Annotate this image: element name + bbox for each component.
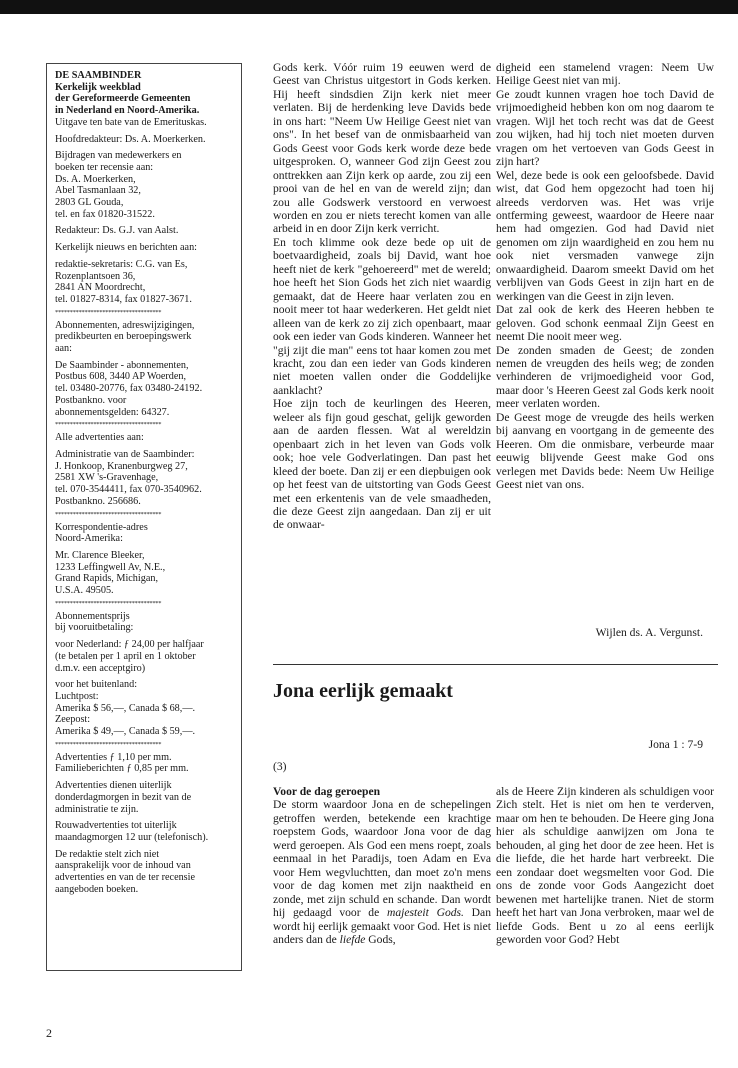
price-netherlands: voor Nederland: ƒ 24,00 per halfjaar (te betalen per 1 april en 1 oktober d.m.v. een acceptgiro) — [55, 639, 204, 674]
correspondence-label: Korrespondentie-adres Noord-Amerika: — [55, 521, 148, 545]
paragraph: Ge zoudt kunnen vragen hoe toch David de vrijmoedigheid hebben kon om nog daarom te vragen. Wijl het toch recht was dat de Geest zou wijken, had hij toch niet moeten durven vragen om het vertoeven van Gods Geest in zijn hart? — [496, 87, 714, 169]
ad-deadline: Advertenties dienen uiterlijk donderdagmorgen in bezit van de administratie te zijn. — [55, 780, 192, 815]
disclaimer: De redaktie stelt zich niet aansprakelijk voor de inhoud van advertenties en van de ter recensie aangeboden boeken. — [55, 848, 196, 895]
section-heading: Voor de dag geroepen — [273, 785, 381, 798]
article2-column-2 — [496, 785, 714, 1035]
price-abroad: voor het buitenland: Luchtpost: Amerika $ 56,—, Canada $ 68,—. Zeepost: Amerika $ 49,—, Canada $ 59,—. — [55, 679, 196, 738]
star-separator: ************************************ — [55, 740, 162, 748]
article1-column-2 — [496, 61, 714, 653]
article-divider — [273, 664, 718, 665]
text-run: Gods, — [365, 932, 396, 946]
part-number: (3) — [273, 760, 287, 773]
page-number: 2 — [46, 1026, 52, 1040]
subscriptions-label: Abonnementen, adreswijzigingen, predikbeurten en beroepingswerk aan: — [55, 319, 195, 355]
text-run: Dan wordt hij eerlijk gemaakt voor God. Het is niet anders dan de — [273, 906, 491, 946]
top-border-rule — [0, 0, 738, 14]
publication-subtitle-1: Kerkelijk weekblad — [55, 81, 141, 93]
subscriptions-address: De Saambinder - abonnementen, Postbus 608, 3440 AP Woerden, tel. 03480-20776, fax 03480-24192. Postbankno. voor abonnementsgelden: 64327. — [55, 359, 203, 418]
star-separator: ************************************ — [55, 510, 162, 518]
chief-editor: Hoofdredakteur: Ds. A. Moerkerken. — [55, 133, 206, 145]
article2-column-1 — [273, 785, 491, 1035]
text-run: De storm waardoor Jona en de schepelingen getroffen werden, betekende een krachtige roepstem Gods, waardoor Jona voor de dag werd geroepen. Als God een mens roept, zoals eenmaal in het Paradijs, toen Adam en Eva voor Hem wegvluchtten, dan moet zo'n mens voor de dag komen met zijn naaktheid en zonde, met zijn schuld en schande. Dan wordt hij gedaagd voor de — [273, 798, 491, 920]
publication-subtitle-2: der Gereformeerde Gemeenten — [55, 93, 191, 105]
ads-label: Alle advertenties aan: — [55, 432, 144, 444]
emphasis: liefde — [339, 932, 366, 946]
paragraph: digheid een stamelend vragen: Neem Uw Heilige Geest niet van mij. — [496, 61, 714, 88]
north-america-address: Mr. Clarence Bleeker, 1233 Leffingwell Av, N.E., Grand Rapids, Michigan, U.S.A. 49505. — [55, 549, 166, 597]
emphasis: majesteit Gods. — [386, 906, 464, 920]
paragraph: De zonden smaden de Geest; de zonden nemen de vreugden des heils weg; de zonden verhinderen de vrijmoedigheid voor God, maar door 's Heeren Geest zal Gods kerk nooit meer verlaten worden. — [496, 343, 714, 411]
star-separator: ************************************ — [55, 421, 162, 429]
paragraph: Wel, deze bede is ook een geloofsbede. David wist, dat God hem opgezocht had toen hij alreeds verdorven was. Het was vrije ontferming geweest, waardoor de Heere naar hem had omgezien. God had David niet genomen om zijn waardigheid en zou hem nu ook niet versmaden vanwege zijn onwaardigheid. Daarom smeekt David om het verblijven van Gods Geest in zijn hart en de werkingen van die Geest in zijn leven. — [496, 168, 714, 303]
church-news-label: Kerkelijk nieuws en berichten aan: — [55, 242, 198, 254]
colophon-box — [46, 63, 242, 971]
secretary-address: redaktie-sekretaris: C.G. van Es, Rozenplantsoen 36, 2841 AN Moordrecht, tel. 01827-8314, fax 01827-3671. — [55, 258, 192, 305]
paragraph — [273, 798, 491, 946]
price-heading: Abonnementsprijs bij vooruitbetaling: — [55, 610, 134, 634]
mourning-ads: Rouwadvertenties tot uiterlijk maandagmorgen 12 uur (telefonisch). — [55, 820, 209, 843]
publication-subtitle-3: in Nederland en Noord-Amerika. — [55, 105, 200, 117]
editor: Redakteur: Ds. G.J. van Aalst. — [55, 225, 179, 237]
paragraph: Dat zal ook de kerk des Heeren hebben te geloven. God schonk eenmaal Zijn Geest en neemt Die nooit meer weg. — [496, 303, 714, 344]
paragraph: als de Heere Zijn kinderen als schuldigen voor Zich stelt. Het is niet om hen te verderven, maar om hen te behouden. De Heere ging Jona hier als schuldige aanwijzen om Jona te behouden, al ging het door de zee heen. Het is die liefde, die het harde hart verbreekt. Die een zondaar doet wegsmelten voor God. Die ons de zonde voor Gods Aangezicht doet bewenen met hartelijke tranen. Niet de storm heeft het hart van Jona verbroken, maar wel de liefde Gods. Bent u zo al eens eerlijk geworden voor God? Hebt — [496, 785, 714, 946]
contributions-address: Bijdragen van medewerkers en boeken ter recensie aan: Ds. A. Moerkerken, Abel Tasmanlaan 32, 2803 GL Gouda, tel. en fax 01820-31522. — [55, 150, 182, 220]
article1-signature: Wijlen ds. A. Vergunst. — [595, 626, 703, 639]
article2-title: Jona eerlijk gemaakt — [273, 680, 453, 702]
paragraph: Hoe zijn toch de keurlingen des Heeren, weleer als fijn goud geschat, gelijk geworden aan de aarden flessen. Wat al wereldzin openbaart zich in het leven van Gods volk ook; hoe vele Godverlatingen. Dan past het kleed der boete. Dan zij er een diepbuigen ook op het feest van de uitstorting van Gods Geest met een erkentenis van de vele smaadheden, die deze Geest zijn aangedaan. Dan zij er uit de onwaar- — [273, 397, 491, 532]
article1-column-1 — [273, 61, 491, 653]
ad-rates: Advertenties ƒ 1,10 per mm. Familieberichten ƒ 0,85 per mm. — [55, 751, 189, 775]
paragraph: Gods kerk. Vóór ruim 19 eeuwen werd de Geest van Christus uitgestort in Gods kerken. Hij heeft sindsdien Zijn kerk niet meer verlaten. Bij de herdenking leve Davids bede in ons hart: "Neem Uw Heilige Geest niet van ons". In het besef van de onmisbaarheid van Gods Geest voor Gods kerk worde deze bede uitgesproken. O, wanneer God zijn Geest zou onttrekken aan Zijn kerk op aarde, zou zij een prooi van de hel en van de wereld zijn; dan zou alle Godswerk verstoord en verwoest worden en zou er niets terecht komen van alle arbeid in en door Zijn kerk verricht. — [273, 61, 491, 236]
publication-issued: Uitgave ten bate van de Emerituskas. — [55, 116, 207, 128]
star-separator: ************************************ — [55, 599, 162, 607]
star-separator: ************************************ — [55, 308, 162, 316]
scripture-reference: Jona 1 : 7-9 — [648, 738, 703, 751]
paragraph: De Geest moge de vreugde des heils werken bij aanvang en voortgang in de gemeente des Heeren. Om die onmisbare, verbeurde maar eeuwig blijvende Geest make God ons verlegen met Davids bede: Neem Uw Heilige Geest niet van ons. — [496, 410, 714, 492]
ads-address: Administratie van de Saambinder: J. Honkoop, Kranenburgweg 27, 2581 XW 's-Gravenhage, tel. 070-3544411, fax 070-3540962. Postbankno. 256686. — [55, 448, 202, 507]
publication-name: DE SAAMBINDER — [55, 70, 142, 81]
paragraph: En toch klimme ook deze bede op uit de boetvaardigheid, zoals bij David, want hoe heeft niet de kerk "gehoereerd" met de wereld; hoe heeft het Sion Gods het zich niet waardig gemaakt, dat de Heere haar verlaten zou en nooit meer tot haar wederkeren. Het geldt niet alleen van de kerk zo zij zich openbaart, maar ook een ieder van Gods kinderen. Wanneer het "gij zijt die man" eens tot haar komen zou met kracht, zou dan een ieder van Gods kinderen niet moeten vallen onder die Goddelijke aanklacht? — [273, 235, 491, 397]
